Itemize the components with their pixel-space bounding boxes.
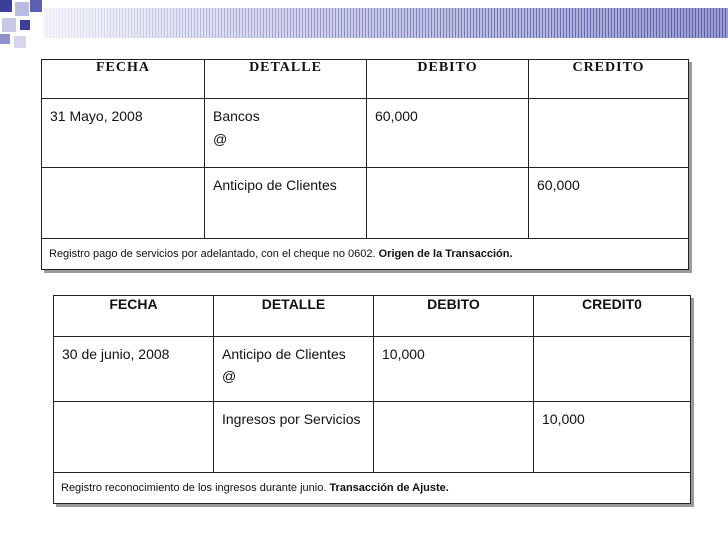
header-row [54, 296, 691, 337]
ledger-table-1 [41, 59, 689, 270]
cell-debito [367, 168, 529, 239]
note-row [54, 473, 691, 504]
table-row [42, 99, 689, 168]
fecha-value: 31 Mayo, 2008 [50, 108, 143, 124]
header-debito: DEBITO [374, 296, 534, 337]
header-credito: CREDITO [529, 60, 689, 99]
deco-square [0, 0, 12, 12]
decorative-stripes [44, 8, 728, 38]
debito-value [367, 168, 528, 178]
note-description: Registro pago de servicios por adelantado, con el cheque no 0602. [49, 248, 379, 260]
deco-square [14, 36, 26, 48]
credito-value: 10,000 [542, 411, 585, 427]
header-credito: CREDIT0 [534, 296, 691, 337]
deco-square [15, 2, 29, 16]
note-description: Registro reconocimiento de los ingresos durante junio. [61, 482, 330, 494]
note-row [42, 239, 689, 270]
cell-fecha [42, 168, 205, 239]
cell-debito [374, 337, 534, 402]
fecha-value [54, 402, 213, 412]
credito-value [534, 337, 690, 347]
at-symbol: @ [222, 368, 237, 384]
credito-value [529, 99, 688, 109]
debito-value: 10,000 [382, 346, 425, 362]
header-detalle: DETALLE [205, 60, 367, 99]
cell-fecha [54, 337, 214, 402]
cell-debito [374, 402, 534, 473]
note-text [42, 248, 688, 260]
detalle-value: Anticipo de Clientes [213, 177, 337, 193]
cell-credito [529, 168, 689, 239]
credito-value: 60,000 [537, 177, 580, 193]
cell-detalle [214, 337, 374, 402]
deco-square [20, 20, 30, 30]
table-row [54, 337, 691, 402]
cell-credito [534, 402, 691, 473]
cell-detalle [205, 99, 367, 168]
deco-square [2, 18, 16, 32]
cell-credito [529, 99, 689, 168]
cell-detalle [214, 402, 374, 473]
header-debito: DEBITO [367, 60, 529, 99]
deco-square [30, 0, 42, 12]
header-detalle: DETALLE [214, 296, 374, 337]
deco-square [0, 34, 10, 44]
header-fecha: FECHA [54, 296, 214, 337]
ledger-table-2 [53, 295, 691, 504]
cell-fecha [42, 99, 205, 168]
cell-credito [534, 337, 691, 402]
note-text [54, 482, 690, 494]
table-row [42, 168, 689, 239]
header-row [42, 60, 689, 99]
fecha-value [42, 168, 204, 178]
note-type: Origen de la Transacción. [378, 248, 513, 260]
note-type: Transacción de Ajuste. [329, 482, 449, 494]
table-row [54, 402, 691, 473]
at-symbol: @ [213, 131, 228, 147]
fecha-value: 30 de junio, 2008 [62, 346, 170, 362]
note-cell [42, 239, 689, 270]
cell-fecha [54, 402, 214, 473]
detalle-value: Ingresos por Servicios [222, 411, 361, 427]
header-fecha: FECHA [42, 60, 205, 99]
detalle-value: Anticipo de Clientes [222, 346, 346, 362]
note-cell [54, 473, 691, 504]
detalle-value: Bancos [213, 108, 260, 124]
cell-debito [367, 99, 529, 168]
debito-value: 60,000 [375, 108, 418, 124]
cell-detalle [205, 168, 367, 239]
debito-value [374, 402, 533, 412]
